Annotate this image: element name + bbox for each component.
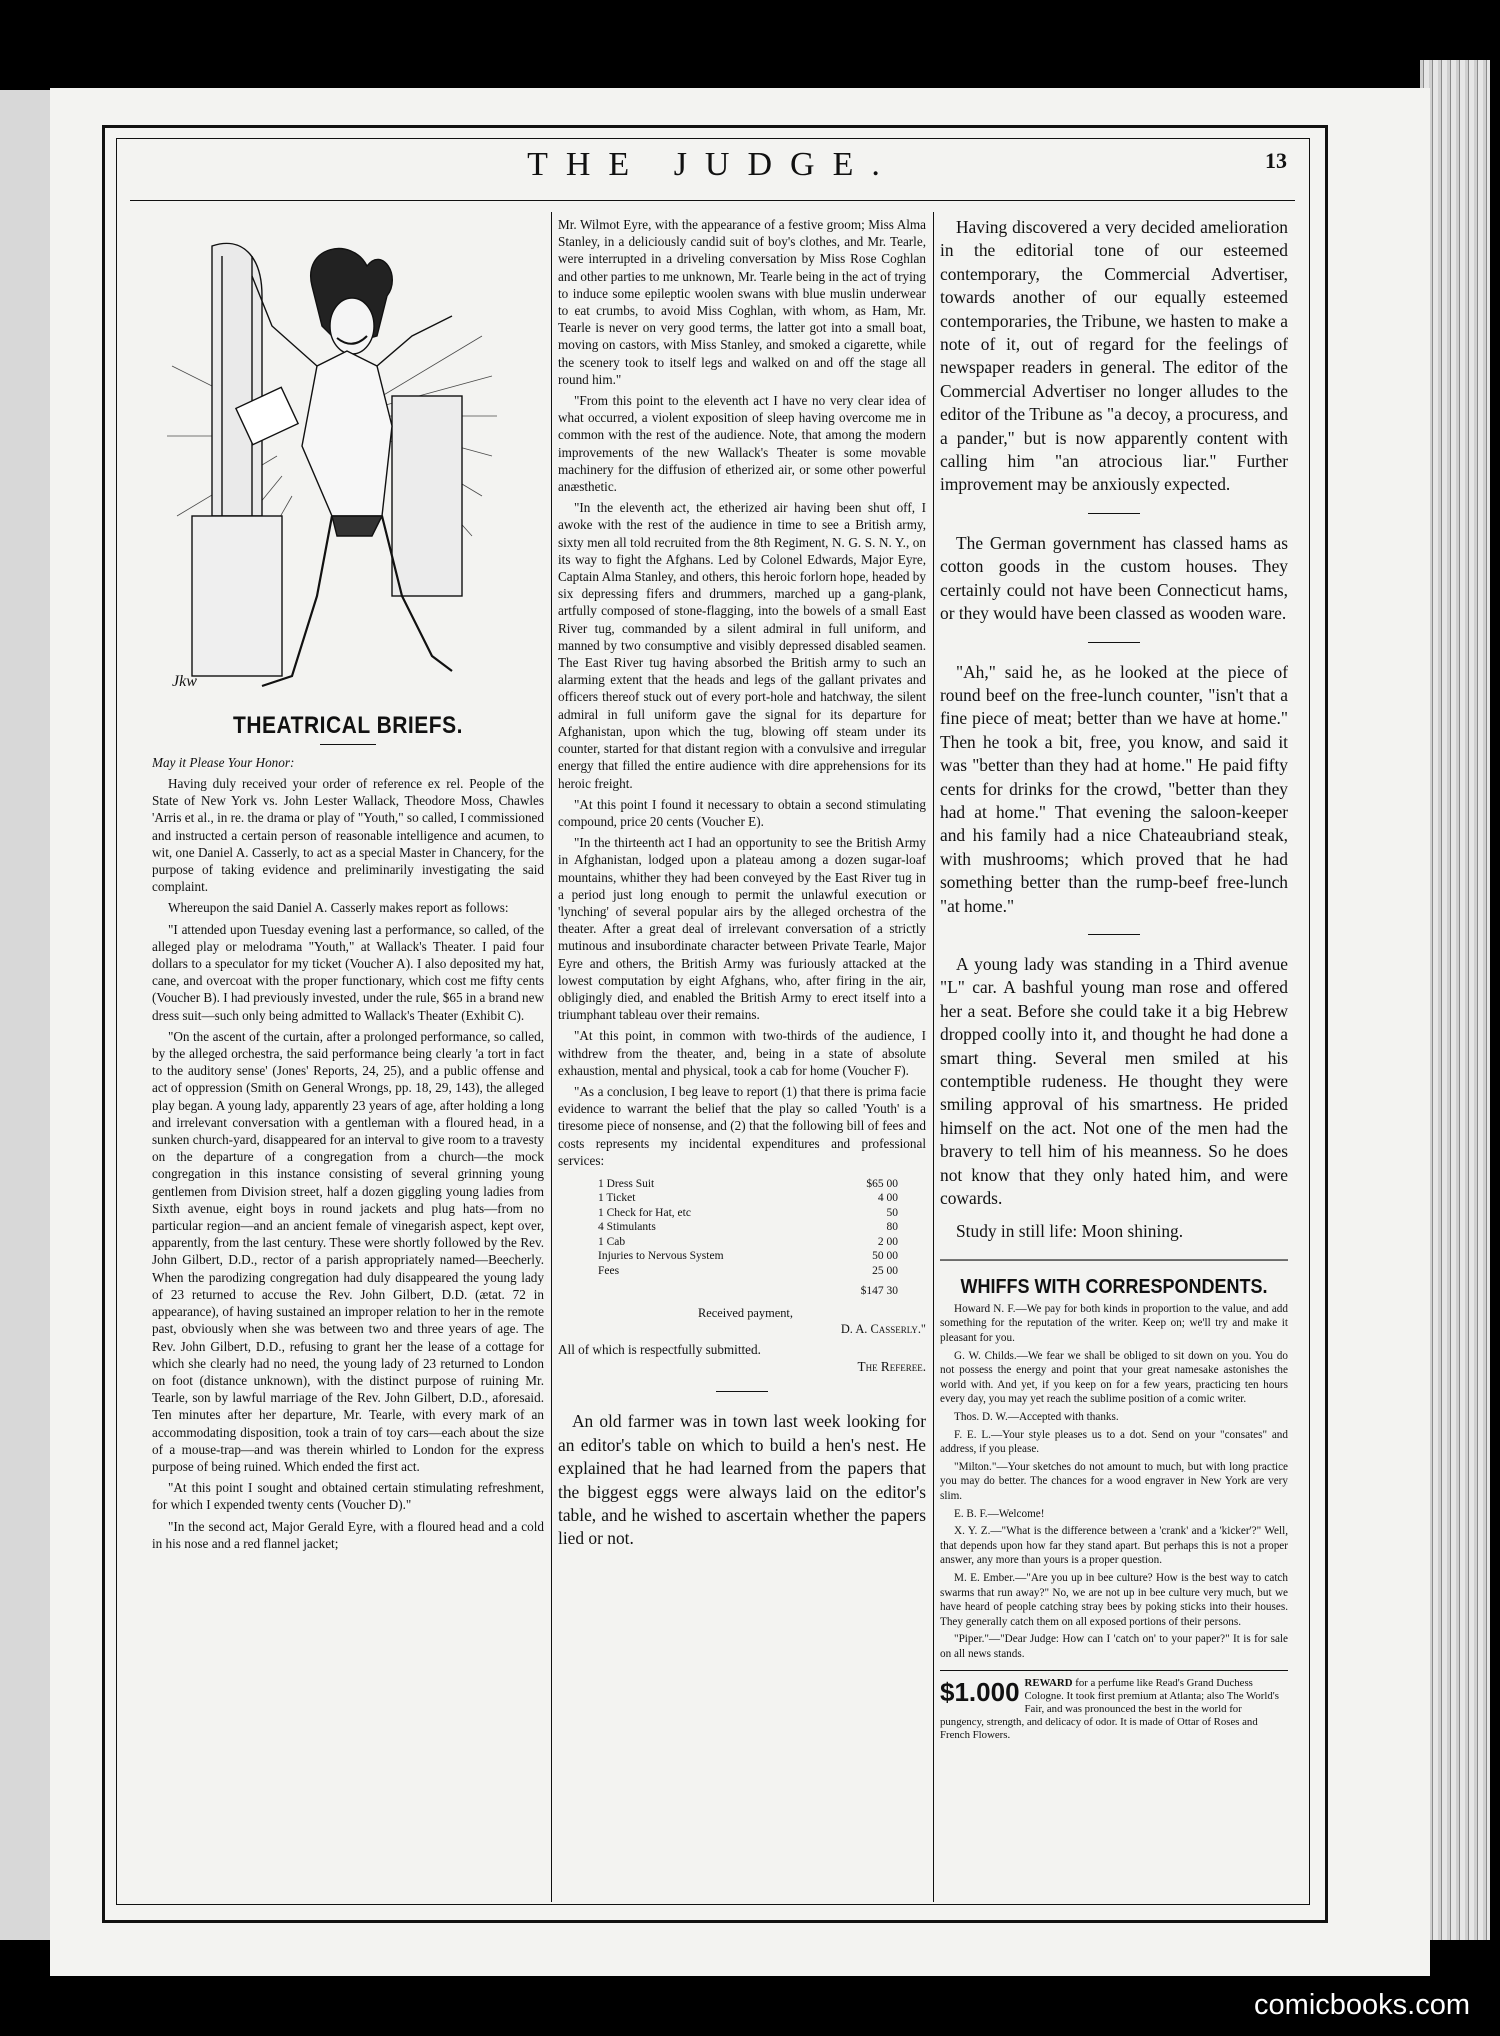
article-paragraph: "At this point, in common with two-thirds of the audience, I withdrew from the theater, and, being in a state of absolute exhaustion, mental and physical, took a cab for home (Voucher F). — [558, 1028, 926, 1078]
editorial-paragraph: The German government has classed hams as cotton goods in the custom houses. They certainly could not have been Connecticut hams, or they would have been classed as wooden ware. — [940, 532, 1288, 624]
received-payment: Received payment, — [698, 1305, 793, 1320]
editorial-item — [940, 216, 1288, 497]
bill-amount: 50 00 — [872, 1250, 898, 1263]
article-paragraph: "I attended upon Tuesday evening last a performance, so called, of the alleged play or melodrama "Youth," at Wallack's Theater. I paid four dollars to a speculator for my ticket (Voucher A). I also deposited my hat, cane, and overcoat with the proper functionary, which cost me fifty cents (Voucher B). I had previously invested, under the rule, $65 in a brand new dress suit—such only being admitted to Wallack's Theater (Exhibit C). — [152, 921, 544, 1023]
article-paragraph: Mr. Wilmot Eyre, with the appearance of a festive groom; Miss Alma Stanley, in a deliciously candid suit of boy's clothes, and Mr. Tearle, were interrupted in a driveling conversation by Miss Rose Coghlan and other parties to me unknown, Mr. Tearle being in the act of trying to induce some epileptic woolen swans with blue muslin underwear to eat crumbs, to avoid Miss Coghlan, with whom, as Ham, Mr. Tearle is never on very good terms, the latter got into a small boat, moving on castors, with Miss Stanley, and smoked a cigarette, while the scenery took to itself legs and walked on and off the stage all round him." — [558, 217, 926, 387]
article-paragraph: "At this point I found it necessary to obtain a second stimulating compound, price 20 cents (Voucher E). — [558, 796, 926, 829]
bill-amount: 25 00 — [872, 1264, 898, 1277]
page-edge-left — [0, 90, 50, 1940]
referee-signature: The Referee. — [857, 1359, 926, 1375]
bill-amount: $65 00 — [866, 1177, 898, 1190]
bill-item: Fees — [598, 1264, 620, 1277]
editorial-item — [940, 532, 1288, 626]
bill-row — [598, 1177, 898, 1192]
editorial-paragraph: A young lady was standing in a Third avenue "L" car. A bashful young man rose and offered her a seat. Before she could take it a big Hebrew dropped coolly into it, and thought he had done a smart thing. Several men smiled at his contemptible rudeness. He thought they were smiling approval of his smartness. He prided himself on the act. Not one of the men had the bravery to tell him of his meanness. So he does not know that they only hated him, and were cowards. — [940, 953, 1288, 1209]
article-paragraph: "From this point to the eleventh act I have no very clear idea of what occurred, a violent exposition of sleep having overcome me in common with the rest of the audience. Note, that among the modern improvements of the new Wallack's Theater is some movable machinery for the diffusion of etherized air, or some other powerful anæsthetic. — [558, 393, 926, 495]
bill-total: $147 30 — [860, 1285, 898, 1298]
editorial-paragraph: "Ah," said he, as he looked at the piece of round beef on the free-lunch counter, "isn't that a fine piece of meat; better than we have at home." Then he took a bit, free, you know, and said it was "better than they had at home." He paid fifty cents for drinks for the crowd, "better than they had at home." That evening the saloon-keeper and his family had a nice Chateaubriand steak, with mushrooms; which proved that he had something better than the rump-beef free-lunch "at home." — [940, 661, 1288, 916]
bill-row — [598, 1235, 898, 1250]
article-paragraph: Having duly received your order of reference ex rel. People of the State of New York vs. John Lester Wallack, Theodore Moss, Chawles 'Arris et al., in re. the drama or play of "Youth," so called, I commissioned and instructed a certain person of reasonable intelligence and acumen, to wit, one Daniel A. Casserly, to act as a special Master in Chancery, for the purpose of taking evidence and preliminarily investigating the said complaint. — [152, 776, 544, 895]
actor-illustration — [152, 216, 544, 706]
article-paragraph: "In the eleventh act, the etherized air having been shut off, I awoke with the rest of the audience in time to see a British army, sixty men all told recruited from the 8th Regiment, N. G. S. N. Y., on its way to fight the Afghans. Led by Colonel Edwards, Major Eyre, Captain Alma Stanley, and others, this heroic forlorn hope, headed by six depressing fifers and drummers, marched up a gang-plank, artfully composed of stone-flagging, into the bowels of a small East River tug, commanded by a silent admiral in full uniform, and manned by two consumptive and visibly depressed disabled seamen. The East River tug having absorbed the British army to such an alarming extent that the heads and legs of the gallant privates and officers thereof stuck out of every port-hole and hatchway, the silent admiral in full uniform gave the signal for its departure for Afghanistan, upon which the tug, blowing off steam under its counter, started for that distant region with a convulsive and irregular energy that filled the entire audience with dire apprehensions for its heroic freight. — [558, 500, 926, 791]
bill-amount: 50 — [886, 1206, 898, 1219]
article-paragraph: "On the ascent of the curtain, after a prolonged performance, so called, by the alleged orchestra, the said performance being clearly 'a tort in fact to the auditory sense' (Jones' Reports, 24, 25), and a public offense and act of oppression (Smith on General Wrongs, pp. 18, 29, 143), the alleged play began. A young lady, apparently 23 years of age, after holding a long and irrelevant conversation with a gentleman with a floured head, in a sunken church-yard, disappeared for an interval to give room to a travesty on the departure of a congregation from a church—the mock congregation in this instance consisting of several grinning young gentlemen from Division street, half a dozen giggling young ladies from Sixth avenue, eight boys in round jackets and plug hats—from no particular region—and an ancient female of vinegarish aspect, kept over, apparently, from the last century. These were shortly followed by the Rev. John Gilbert, D.D., rector of a parish appropriately named—Beecherly. When the parodizing congregation had duly disappeared the young lady of 23 returned to accuse the Rev. John Gilbert, D.D. (ætat. 72 in appearance), of having sustained an improper relation to her in the remote past, obviously when she was between two and three years of age. The Rev. John Gilbert, D.D., refusing to grant her the lease of a cottage for which she clearly had no need, the young lady of 23 returned to London on foot (distance unknown), with the distinct purpose of ruining Mr. Tearle, son by lawful marriage of the Rev. John Gilbert, D.D., aforesaid. Ten minutes after her departure, Mr. Tearle, with every mark of an accommodating disposition, took a train of toy cars—each about the size of a mouse-trap—and was therein whirled to London for the express purpose of being ruined. Which ended the first act. — [152, 1028, 544, 1474]
whiff-entry: "Piper."—"Dear Judge: How can I 'catch on' to your paper?" It is for sale on all news stands. — [940, 1633, 1288, 1660]
bill-item: 1 Check for Hat, etc — [598, 1206, 691, 1219]
bill-item: 1 Dress Suit — [598, 1177, 655, 1190]
whiffs-title: WHIFFS WITH CORRESPONDENTS. — [940, 1259, 1288, 1298]
column-theatrical-briefs — [152, 216, 544, 1896]
editorial-item — [940, 661, 1288, 918]
bill-amount: 80 — [886, 1221, 898, 1234]
ad-price: $1.000 — [940, 1676, 1020, 1707]
section-rule — [320, 744, 376, 745]
casserly-signature: D. A. Casserly." — [840, 1321, 926, 1336]
cologne-advertisement — [940, 1670, 1288, 1742]
whiff-entry: Thos. D. W.—Accepted with thanks. — [954, 1411, 1119, 1423]
masthead-rule — [130, 200, 1295, 201]
article-paragraph: "In the thirteenth act I had an opportunity to see the British Army in Afghanistan, lodged upon a plateau among a dozen sugar-loaf mountains, whither they had been conveyed by the East River tug in a period just long enough to permit the unlawful execution or 'lynching' of several popular airs by the alleged orchestra of the theater. After a great deal of irrelevant conversation of a strictly mutinous and insubordinate character between Private Tearle, Major Eyre and others, the British Army was furiously attacked at the lowest computation by eight Afghans, who, after firing in the air, obligingly died, and enabled the British Army to erect itself into a triumphant tableau over their remains. — [558, 835, 926, 1023]
bill-item: 1 Cab — [598, 1235, 626, 1248]
article-paragraph: "In the second act, Major Gerald Eyre, with a floured head and a cold in his nose and a red flannel jacket; — [152, 1518, 544, 1551]
ad-lead: REWARD — [1024, 1676, 1073, 1689]
whiff-entry: X. Y. Z.—"What is the difference between a 'crank' and a 'kicker'?" Well, that depends upon how far they stand apart. But perhaps this is not a proper answer, any more than yours is a proper question. — [940, 1525, 1288, 1567]
item-rule — [1088, 642, 1140, 643]
watermark: comicbooks.com — [1254, 1989, 1470, 2021]
whiff-entry: G. W. Childs.—We fear we shall be obliged to sit down on you. You do not possess the energy and point that your great namesake astonishes the world with. And yet, if you keep on for a few years, practicing ten hours every day, you may yet reach the sublime position of a comic writer. — [940, 1349, 1288, 1406]
bill-row — [598, 1264, 898, 1279]
bill-amount: 2 00 — [877, 1235, 898, 1248]
bill-item: 4 Stimulants — [598, 1221, 656, 1234]
whiff-entry: Howard N. F.—We pay for both kinds in proportion to the value, and add something for the reputation of the writer. Keep on; we'll try and make it pleasant for you. — [940, 1302, 1288, 1345]
whiff-entry: F. E. L.—Your style pleases us to a dot. Send on your "consates" and address, if you please. — [940, 1428, 1288, 1456]
column-rule — [933, 212, 934, 1902]
farmer-paragraph: An old farmer was in town last week looking for an editor's table on which to build a hen's nest. He explained that he had learned from the papers that the biggest eggs were always laid on the editor's table, and he wished to ascertain whether the papers lied or not. — [558, 1411, 926, 1549]
ad-text: for a perfume like Read's Grand Duchess Cologne. It took first premium at Atlanta; also The World's Fair, and was pronounced the best in the world for pungency, strength, and delicacy of odor. It is made of Ottar of Roses and French Flowers. — [940, 1676, 1279, 1741]
whiff-entry: M. E. Ember.—"Are you up in bee culture? How is the best way to catch swarms that run away?" No, we are not up in bee culture very much, but we have heard of people catching stray bees by poking sticks into their houses. They generally catch them on all exposed portions of their persons. — [940, 1571, 1288, 1628]
bill-item: Injuries to Nervous System — [598, 1250, 724, 1263]
bill-row — [598, 1249, 898, 1264]
study-item — [940, 1220, 1288, 1243]
article-paragraph: "At this point I sought and obtained certain stimulating refreshment, for which I expended twenty cents (Voucher D)." — [152, 1480, 544, 1513]
page-number: 13 — [1265, 148, 1287, 173]
svg-text:Jkw: Jkw — [172, 673, 197, 690]
whiffs-list — [940, 1302, 1288, 1662]
salutation: May it Please Your Honor: — [152, 755, 295, 770]
masthead-title: THE JUDGE. — [527, 146, 898, 183]
editorial-item — [940, 953, 1288, 1210]
column-rule — [551, 212, 552, 1902]
bill-of-costs — [598, 1177, 898, 1299]
item-rule — [716, 1391, 768, 1392]
bill-amount: 4 00 — [877, 1192, 898, 1205]
column-continued-report — [558, 216, 926, 1896]
article-body — [152, 775, 544, 1552]
bill-row — [598, 1206, 898, 1221]
column-editorial-items — [940, 216, 1288, 1896]
bill-item: 1 Ticket — [598, 1192, 636, 1205]
article-paragraph: Whereupon the said Daniel A. Casserly makes report as follows: — [168, 900, 509, 916]
whiff-entry: "Milton."—Your sketches do not amount to much, but with long practice you may do better. The chances for a wood engraver in New York are very slim. — [940, 1460, 1288, 1502]
study-paragraph: Study in still life: Moon shining. — [956, 1221, 1184, 1242]
bill-row — [598, 1220, 898, 1235]
article-body-continued — [558, 216, 926, 1169]
bill-row — [598, 1191, 898, 1206]
masthead — [130, 146, 1295, 216]
item-rule — [1088, 934, 1140, 935]
item-rule — [1088, 513, 1140, 514]
article-paragraph: "As a conclusion, I beg leave to report (1) that there is prima facie evidence to warrant the belief that the play so called 'Youth' is a tiresome piece of nonsense, and (2) that the following bill of fees and costs represents my incidental expenditures and professional services: — [558, 1083, 926, 1168]
stacked-page-edges — [1420, 60, 1490, 1940]
submitted-line: All of which is respectfully submitted. — [558, 1341, 761, 1357]
editorial-paragraph: Having discovered a very decided amelioration in the editorial tone of our esteemed contemporary, the Commercial Advertiser, towards another of our equally esteemed contemporaries, the Tribune, we hasten to make a note of it, out of regard for the feelings of newspaper readers in general. The editor of the Commercial Advertiser no longer alludes to the editor of the Tribune as "a decoy, a procuress, and a pander," but is now apparently content with calling him "an atrocious liar." Further improvement may be anxiously expected. — [940, 217, 1288, 495]
whiff-entry: E. B. F.—Welcome! — [954, 1507, 1045, 1520]
farmer-item — [558, 1410, 926, 1550]
section-title-theatrical-briefs: THEATRICAL BRIEFS. — [233, 712, 463, 739]
